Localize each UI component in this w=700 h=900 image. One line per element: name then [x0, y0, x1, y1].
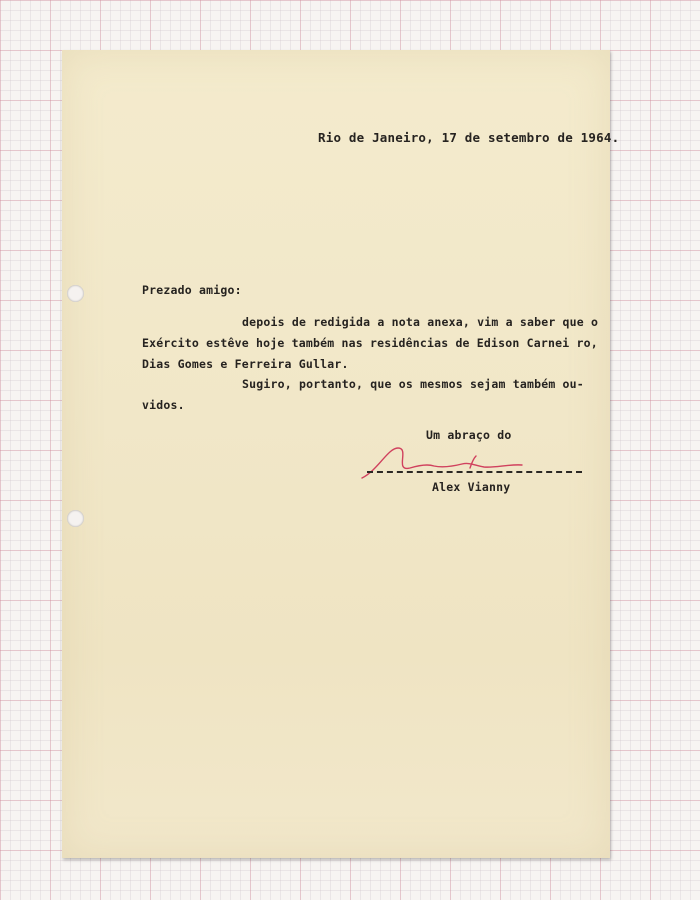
punch-hole-top — [67, 285, 84, 302]
body-paragraph-1 — [142, 312, 602, 375]
handwritten-signature — [358, 434, 528, 484]
letter-sheet — [62, 50, 620, 858]
greeting: Prezado amigo: — [142, 283, 242, 297]
punch-hole-bottom — [67, 510, 84, 527]
body-paragraph-1-text: depois de redigida a nota anexa, vim a saber que o Exército estêve hoje também nas residências de Edison Carnei ro, Dias Gomes e Ferreira Gullar. — [142, 315, 599, 371]
body-paragraph-2 — [142, 374, 602, 416]
body-paragraph-2-text: Sugiro, portanto, que os mesmos sejam também ou- vidos. — [142, 377, 584, 412]
signer-name: Alex Vianny — [432, 480, 511, 494]
closing: Um abraço do — [426, 428, 512, 442]
signature-line — [367, 471, 582, 473]
date-line: Rio de Janeiro, 17 de setembro de 1964. — [318, 130, 620, 145]
